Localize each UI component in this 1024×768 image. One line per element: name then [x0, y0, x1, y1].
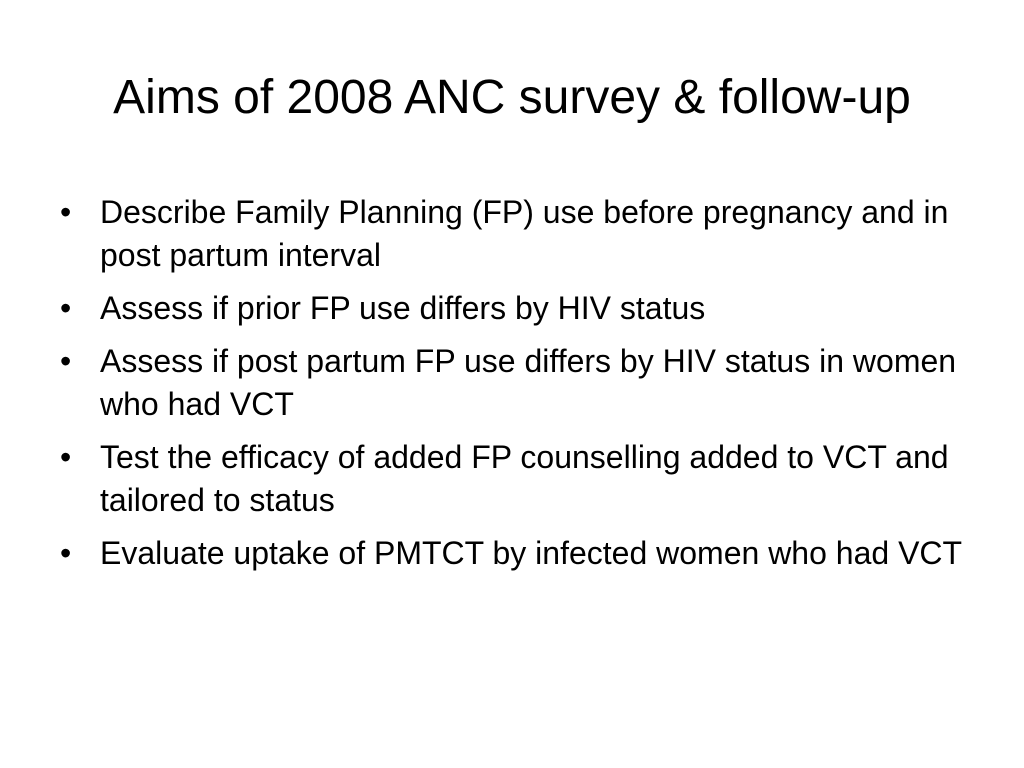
bullet-text: Assess if prior FP use differs by HIV status — [100, 290, 706, 326]
bullet-item — [60, 340, 970, 426]
bullet-point-icon: • — [60, 343, 72, 379]
bullet-point-icon: • — [60, 290, 72, 326]
slide-title: Aims of 2008 ANC survey & follow-up — [113, 71, 911, 124]
bullet-point-icon: • — [60, 439, 72, 475]
bullet-text: Assess if post partum FP use differs by HIV status in women who had VCT — [100, 343, 957, 422]
bullet-text: Evaluate uptake of PMTCT by infected women who had VCT — [100, 535, 963, 571]
bullet-list — [60, 191, 970, 585]
bullet-text: Describe Family Planning (FP) use before pregnancy and in post partum interval — [100, 194, 949, 273]
bullet-point-icon: • — [60, 194, 72, 230]
bullet-item — [60, 436, 970, 522]
bullet-item — [60, 287, 970, 330]
bullet-point-icon: • — [60, 535, 72, 571]
bullet-item — [60, 532, 970, 575]
bullet-item — [60, 191, 970, 277]
bullet-text: Test the efficacy of added FP counselling added to VCT and tailored to status — [100, 439, 949, 518]
